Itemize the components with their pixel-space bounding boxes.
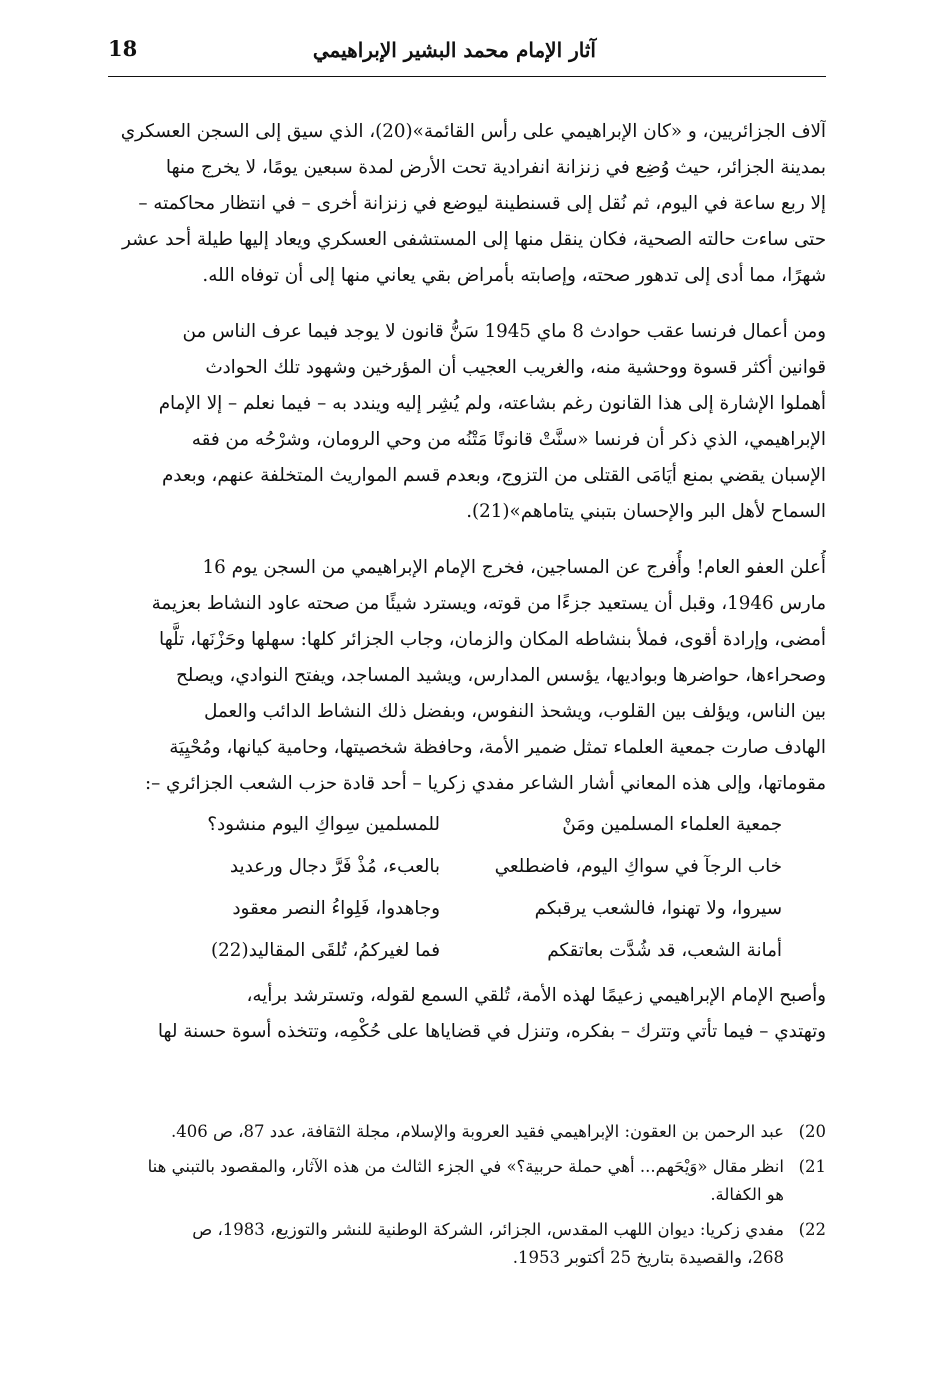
text-line: قوانين أكثر قسوة ووحشية منه، والغريب العجيب أن المؤرخين وشهود تلك الحوادث bbox=[205, 357, 826, 378]
text-line: أمضى، وإرادة أقوى، فملأ بنشاطه المكان والزمان، وجاب الجزائر كلها: سهلها وحَزْنَها، تلَّها bbox=[159, 629, 826, 650]
poem-verse bbox=[108, 888, 826, 930]
text-line: مارس 1946، وقبل أن يستعيد جزءًا من قوته، ويسترد شيئًا من صحته عاود النشاط بعزيمة bbox=[151, 593, 826, 614]
text-line: الإسبان يقضي بمنع أيَامَى القتلى من التزوج، وبعدم قسم المواريث المتخلفة عنهم، وبعدم bbox=[161, 465, 826, 486]
footnote-22 bbox=[108, 1216, 826, 1272]
footnote-21 bbox=[108, 1153, 826, 1209]
page-number: 18 bbox=[108, 36, 138, 61]
poem-verse bbox=[108, 930, 826, 972]
text-line: آلاف الجزائريين، و «كان الإبراهيمي على رأس القائمة»(20)، الذي سيق إلى السجن العسكري bbox=[120, 121, 826, 142]
poem-first-hemistich: سيروا، ولا تهنوا، فالشعب يرقبكم bbox=[534, 898, 782, 919]
footnote-text: عبد الرحمن بن العقون: الإبراهيمي فقيد العروبة والإسلام، مجلة الثقافة، عدد 87، ص 406. bbox=[170, 1122, 784, 1141]
poem-second-hemistich: وجاهدوا، فَلِواءُ النصر معقود bbox=[232, 898, 440, 919]
poem-second-hemistich: للمسلمين سِواكِ اليوم منشود؟ bbox=[207, 814, 440, 835]
text-line: شهرًا، مما أدى إلى تدهور صحته، وإصابته بأمراض بقي يعاني منها إلى أن توفاه الله. bbox=[202, 265, 826, 286]
text-line: إلا ربع ساعة في اليوم، ثم نُقل إلى قسنطينة ليوضع في زنزانة أخرى – في انتظار محاكمته – bbox=[138, 193, 826, 214]
paragraph-2 bbox=[108, 314, 826, 530]
text-line: وأصبح الإمام الإبراهيمي زعيمًا لهذه الأمة، تُلقي السمع لقوله، وتسترشد برأيه، bbox=[246, 985, 826, 1006]
text-line: الإبراهيمي، الذي ذكر أن فرنسا «سنَّتْ قانونًا مَتْنُه من وحي الرومان، وشرْحُه من فقه bbox=[191, 429, 826, 450]
footnote-text: 268، والقصيدة بتاريخ 25 أكتوبر 1953. bbox=[512, 1248, 784, 1267]
paragraph-3 bbox=[108, 550, 826, 802]
footnote-20 bbox=[108, 1118, 826, 1146]
text-line: أهملوا الإشارة إلى هذا القانون رغم بشاعته، ولم يُشِر إليه ويندد به – فيما نعلم – إلا الإمام bbox=[158, 393, 826, 414]
footnote-number: (21 bbox=[798, 1157, 826, 1176]
main-text bbox=[108, 114, 826, 1050]
poem-verse bbox=[108, 846, 826, 888]
poem-second-hemistich: فما لغيركمُ، تُلقَى المقاليد(22) bbox=[211, 940, 440, 961]
footnote-number: (20 bbox=[798, 1122, 826, 1141]
paragraph-4 bbox=[108, 978, 826, 1050]
paragraph-1 bbox=[108, 114, 826, 294]
poem-first-hemistich: جمعية العلماء المسلمين ومَنْ bbox=[562, 814, 782, 835]
running-title: آثار الإمام محمد البشير الإبراهيمي bbox=[312, 38, 596, 62]
text-line: حتى ساءت حالته الصحية، فكان ينقل منها إلى المستشفى العسكري ويعاد إليها طيلة أحد عشر bbox=[121, 229, 826, 250]
poem-first-hemistich: خاب الرجآ في سواكِ اليوم، فاضطلعي bbox=[494, 856, 782, 877]
text-line: السماح لأهل البر والإحسان بتبني يتاماهم»(21). bbox=[466, 501, 826, 522]
text-line: ومن أعمال فرنسا عقب حوادث 8 ماي 1945 سَنُّ قانون لا يوجد فيما عرف الناس من bbox=[182, 321, 826, 342]
text-line: وصحراءها، حواضرها وبواديها، يؤسس المدارس، ويشيد المساجد، ويفتح النوادي، ويصلح bbox=[175, 665, 826, 686]
text-line: أُعلن العفو العام! وأُفرج عن المساجين، فخرج الإمام الإبراهيمي من السجن يوم 16 bbox=[202, 557, 826, 578]
poem-first-hemistich: أمانة الشعب، قد شُدَّت بعاتقكم bbox=[547, 940, 782, 961]
text-line: وتهتدي – فيما تأتي وتترك – بفكره، وتنزل في قضاياها على حُكْمِه، وتتخذه أسوة حسنة لها bbox=[157, 1021, 826, 1042]
text-line: مقوماتها، وإلى هذه المعاني أشار الشاعر مفدي زكريا – أحد قادة حزب الشعب الجزائري –: bbox=[144, 773, 826, 794]
page-header bbox=[108, 30, 826, 77]
footnote-text: انظر مقال «وَيْحَهم... أهي حملة حربية؟» في الجزء الثالث من هذه الآثار، والمقصود بالتبني هنا bbox=[147, 1157, 784, 1176]
text-line: الهادف صارت جمعية العلماء تمثل ضمير الأمة، وحافظة شخصيتها، وحامية كيانها، ومُحْيِيَة bbox=[169, 737, 826, 758]
footnote-text: هو الكفالة. bbox=[710, 1185, 784, 1204]
poem-second-hemistich: بالعبء، مُذْ فَرَّ دجال ورعديد bbox=[229, 856, 440, 877]
text-line: بمدينة الجزائر، حيث وُضِع في زنزانة انفرادية تحت الأرض لمدة سبعين يومًا، لا يخرج منها bbox=[165, 157, 826, 178]
text-line: بين الناس، ويؤلف بين القلوب، ويشحذ النفوس، وبفضل ذلك النشاط الدائب والعمل bbox=[204, 701, 826, 722]
footnote-number: (22 bbox=[798, 1220, 826, 1239]
poem-verse bbox=[108, 804, 826, 846]
poem bbox=[108, 804, 826, 972]
footnote-text: مفدي زكريا: ديوان اللهب المقدس، الجزائر، الشركة الوطنية للنشر والتوزيع، 1983، ص bbox=[192, 1220, 784, 1239]
footnotes bbox=[108, 1118, 826, 1279]
